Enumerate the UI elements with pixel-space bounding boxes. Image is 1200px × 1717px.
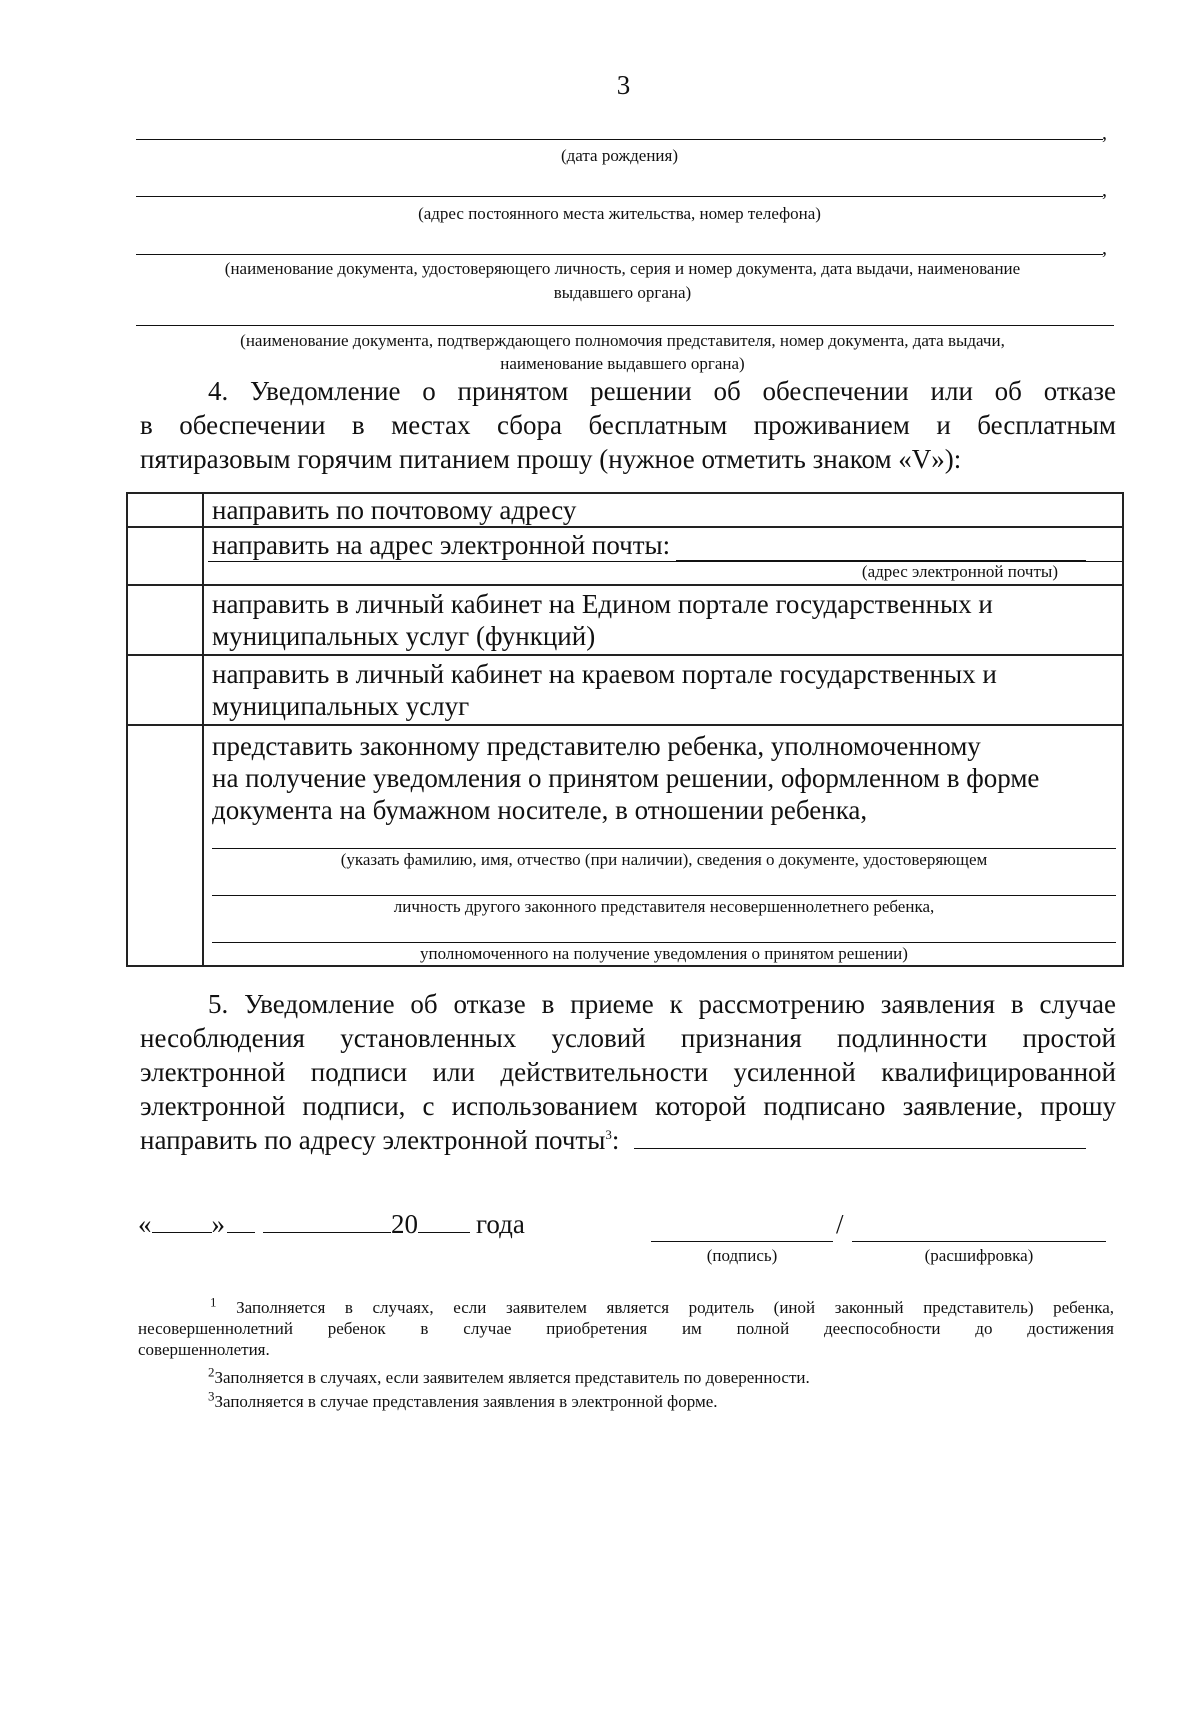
footnote-2-text: Заполняется в случаях, если заявителем является представитель по доверенности.: [214, 1368, 810, 1387]
footnote-2: [208, 1364, 810, 1388]
option-checkbox-unified-portal[interactable]: [127, 585, 203, 655]
footnote-1-line-1: [138, 1294, 1114, 1318]
page-number: 3: [616, 70, 631, 100]
year-input[interactable]: [418, 1208, 470, 1233]
option-label-paper-3: документа на бумажном носителе, в отношении ребенка,: [212, 795, 868, 825]
option-cell-regional-portal: [203, 655, 1123, 725]
option-checkbox-email[interactable]: [127, 527, 203, 585]
id-document-line[interactable]: [136, 254, 1103, 255]
section4-line-3: пятиразовым горячим питанием прошу (нужное отметить знаком «V»):: [140, 444, 962, 474]
day-input[interactable]: [152, 1208, 212, 1233]
footnote-3: [208, 1388, 718, 1412]
decode-line[interactable]: [852, 1241, 1106, 1242]
option-label-paper-2: на получение уведомления о принятом решении, оформленном в форме: [212, 763, 1040, 793]
option-checkbox-paper[interactable]: [127, 725, 203, 966]
address-label: (адрес постоянного места жительства, номер телефона): [418, 204, 821, 223]
section5-line-4: электронной подписи, с использованием которой подписано заявление, прошу: [140, 1091, 1116, 1121]
option-label-unified-portal-2: муниципальных услуг (функций): [212, 621, 596, 651]
footnote-2-number: 2: [208, 1364, 215, 1380]
option-checkbox-regional-portal[interactable]: [127, 655, 203, 725]
option-label-paper-1: представить законному представителю ребенка, уполномоченному: [212, 731, 981, 761]
option-label-unified-portal-1: направить в личный кабинет на Едином портале государственных и: [212, 589, 993, 619]
birth-date-comma: ,: [1102, 122, 1107, 144]
representative-info-line-1[interactable]: (указать фамилию, имя, отчество (при наличии), сведения о документе, удостоверяющем: [212, 848, 1116, 873]
quote-open: «: [138, 1209, 152, 1239]
representative-document-label-1: (наименование документа, подтверждающего полномочия представителя, номер документа, дата выдачи,: [240, 331, 1005, 350]
section5-line-5-text: направить по адресу электронной почты: [140, 1125, 606, 1155]
section5-line-3: электронной подписи или действительности усиленной квалифицированной: [140, 1057, 1116, 1087]
email-address-hint: (адрес электронной почты): [208, 561, 1122, 584]
month-input[interactable]: [263, 1208, 391, 1233]
option-checkbox-postal[interactable]: [127, 493, 203, 527]
section4-paragraph: [140, 374, 1116, 476]
option-cell-paper: [203, 725, 1123, 966]
option-cell-unified-portal: [203, 585, 1123, 655]
representative-info-line-2[interactable]: личность другого законного представителя несовершеннолетнего ребенка,: [212, 895, 1116, 920]
representative-document-label-2: наименование выдавшего органа): [500, 354, 745, 373]
section5-line-2: несоблюдения установленных условий признания подлинности простой: [140, 1023, 1116, 1053]
representative-document-line[interactable]: [136, 325, 1114, 326]
footnote-1-number: 1: [210, 1294, 217, 1310]
signature-slash: /: [836, 1209, 844, 1239]
option-label-regional-portal-2: муниципальных услуг: [212, 691, 470, 721]
decode-label: (расшифровка): [924, 1246, 1034, 1265]
id-document-comma: ,: [1102, 237, 1107, 259]
footnote-ref-3: 3: [605, 1127, 612, 1142]
option-row-postal: [127, 493, 1123, 527]
section5-line-5: [140, 1123, 1116, 1157]
footnote-1-line-3: совершеннолетия.: [138, 1340, 270, 1359]
section4-line-1: 4. Уведомление о принятом решении об обеспечении или об отказе: [208, 376, 1116, 406]
footnote-1-line-2: несовершеннолетний ребенок в случае приобретения им полной дееспособности до достижения: [138, 1319, 1114, 1338]
option-row-regional-portal: [127, 655, 1123, 725]
option-email-line: [204, 528, 1122, 561]
option-label-regional-portal-1: направить в личный кабинет на краевом портале государственных и: [212, 659, 997, 689]
footnote-3-text: Заполняется в случае представления заявления в электронной форме.: [214, 1392, 718, 1411]
birth-date-label: (дата рождения): [560, 146, 679, 165]
option-label-postal: направить по почтовому адресу: [212, 495, 577, 525]
quote-close: »: [211, 1209, 225, 1239]
address-comma: ,: [1102, 179, 1107, 201]
option-row-unified-portal: [127, 585, 1123, 655]
id-document-label-1: (наименование документа, удостоверяющего личность, серия и номер документа, дата выдачи, наименование: [224, 259, 1021, 278]
signature-line[interactable]: [651, 1241, 833, 1242]
footnote-1-text-1: Заполняется в случаях, если заявителем является родитель (иной законный представитель) ребенка,: [236, 1298, 1114, 1317]
signature-label: (подпись): [706, 1246, 778, 1265]
option-row-email: [127, 527, 1123, 585]
section5-paragraph: [140, 987, 1116, 1157]
representative-info-line-3[interactable]: уполномоченного на получение уведомления о принятом решении): [212, 942, 1116, 965]
section5-line-5-colon: :: [611, 1125, 620, 1155]
notification-options-table: [126, 492, 1124, 967]
address-line[interactable]: [136, 196, 1103, 197]
refusal-email-input[interactable]: [634, 1124, 1086, 1149]
year-word: года: [476, 1209, 525, 1239]
option-cell-postal: [203, 493, 1123, 527]
section4-line-2: в обеспечении в местах сбора бесплатным проживанием и бесплатным: [140, 410, 1116, 440]
id-document-label-2: выдавшего органа): [553, 283, 692, 302]
year-prefix: 20: [391, 1209, 418, 1239]
section5-line-1: 5. Уведомление об отказе в приеме к рассмотрению заявления в случае: [208, 989, 1116, 1019]
option-row-paper: [127, 725, 1123, 966]
option-label-email: направить на адрес электронной почты:: [212, 530, 671, 560]
email-address-input[interactable]: [676, 534, 1086, 561]
birth-date-line[interactable]: [136, 139, 1103, 140]
date-block: [138, 1207, 525, 1241]
footnote-1: [138, 1294, 1114, 1360]
footnote-3-number: 3: [208, 1388, 215, 1404]
option-cell-email: [203, 527, 1123, 585]
month-input-gap: [227, 1208, 255, 1233]
